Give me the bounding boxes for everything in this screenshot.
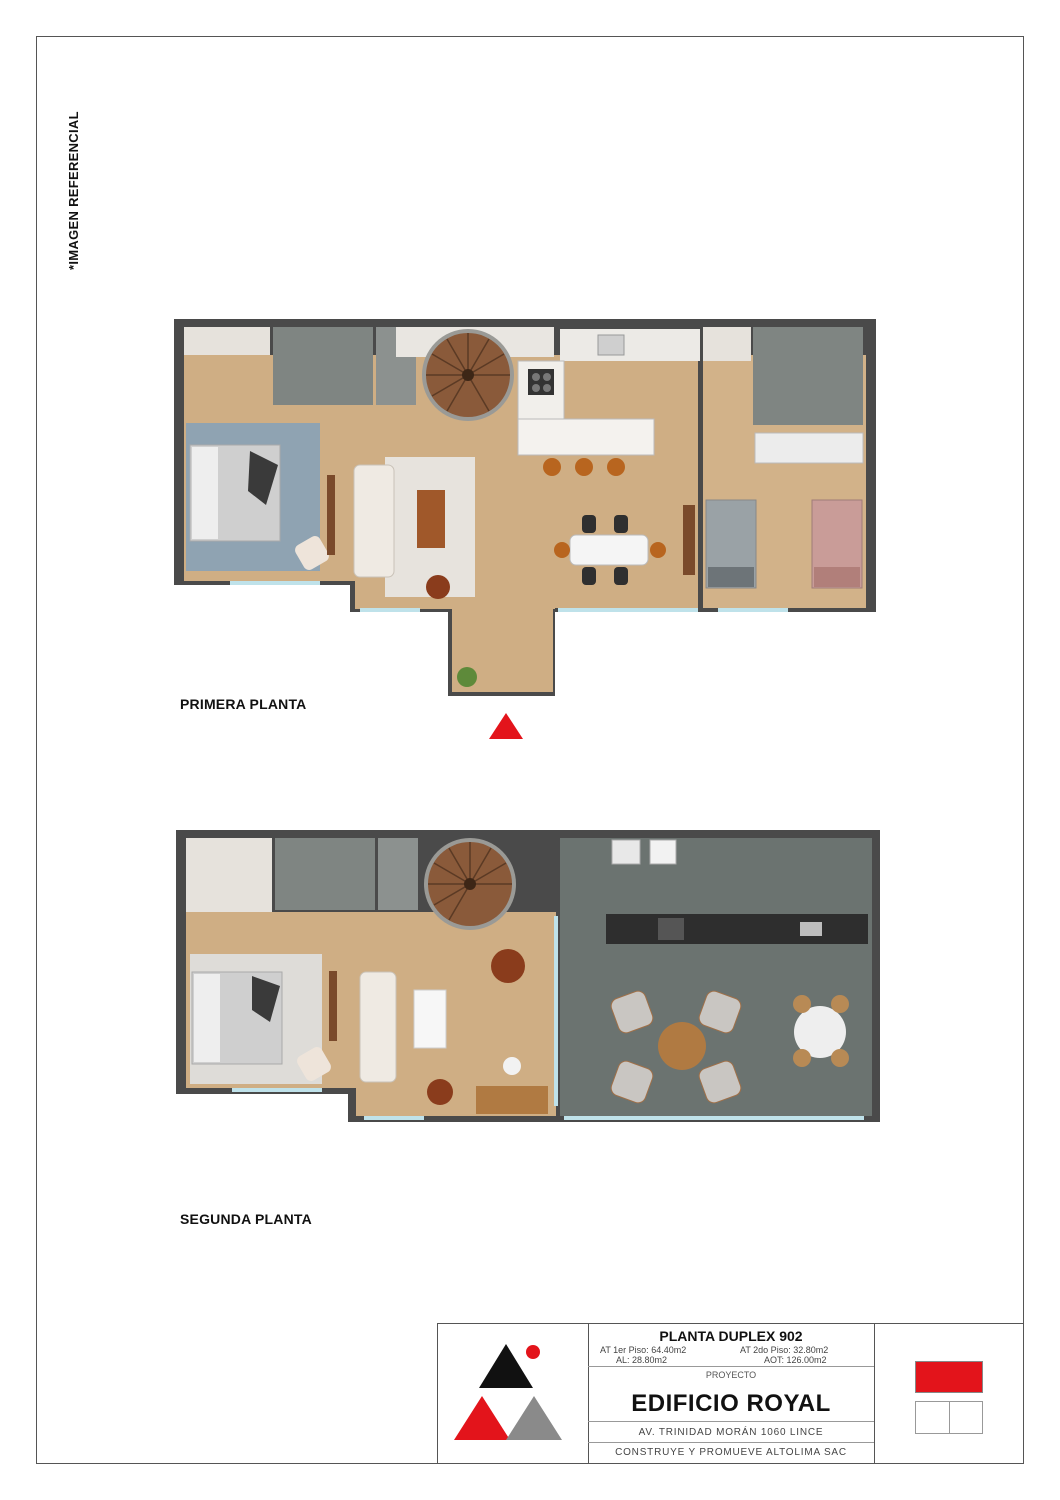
builder-name: CONSTRUYE Y PROMUEVE ALTOLIMA SAC (615, 1447, 847, 1458)
second-floor-label: SEGUNDA PLANTA (180, 1211, 312, 1227)
project-address: AV. TRINIDAD MORÁN 1060 LINCE (638, 1427, 824, 1438)
project-info (588, 1324, 875, 1464)
plant (457, 667, 477, 687)
project-label: PROYECTO (705, 1370, 757, 1380)
key-diagram (915, 1401, 983, 1434)
project-name: EDIFICIO ROYAL (631, 1390, 831, 1417)
area-al: AL: 28.80m2 (616, 1355, 668, 1365)
key-highlight-unit (915, 1361, 983, 1393)
title-block (437, 1323, 1024, 1464)
unit-key (874, 1324, 1025, 1464)
area-first-floor: AT 1er Piso: 64.40m2 (600, 1345, 687, 1355)
sheet-frame (36, 36, 1024, 1464)
upper-bedroom (190, 954, 337, 1084)
divider (588, 1366, 874, 1367)
plan-title: PLANTA DUPLEX 902 (659, 1328, 803, 1344)
divider (588, 1421, 874, 1422)
first-floor-label: PRIMERA PLANTA (180, 696, 307, 712)
spiral-staircase-upper (424, 838, 516, 930)
spiral-staircase (422, 329, 514, 421)
area-second-floor: AT 2do Piso: 32.80m2 (740, 1345, 829, 1355)
area-aot: AOT: 126.00m2 (764, 1355, 827, 1365)
master-bedroom (186, 423, 335, 572)
divider (588, 1442, 874, 1443)
reference-image-note: *IMAGEN REFERENCIAL (66, 111, 81, 270)
entrance-arrow (489, 713, 523, 739)
second-floor-plan (172, 826, 884, 1126)
company-logo (438, 1324, 589, 1464)
first-floor-plan (170, 315, 880, 700)
bar-stools (543, 458, 625, 476)
